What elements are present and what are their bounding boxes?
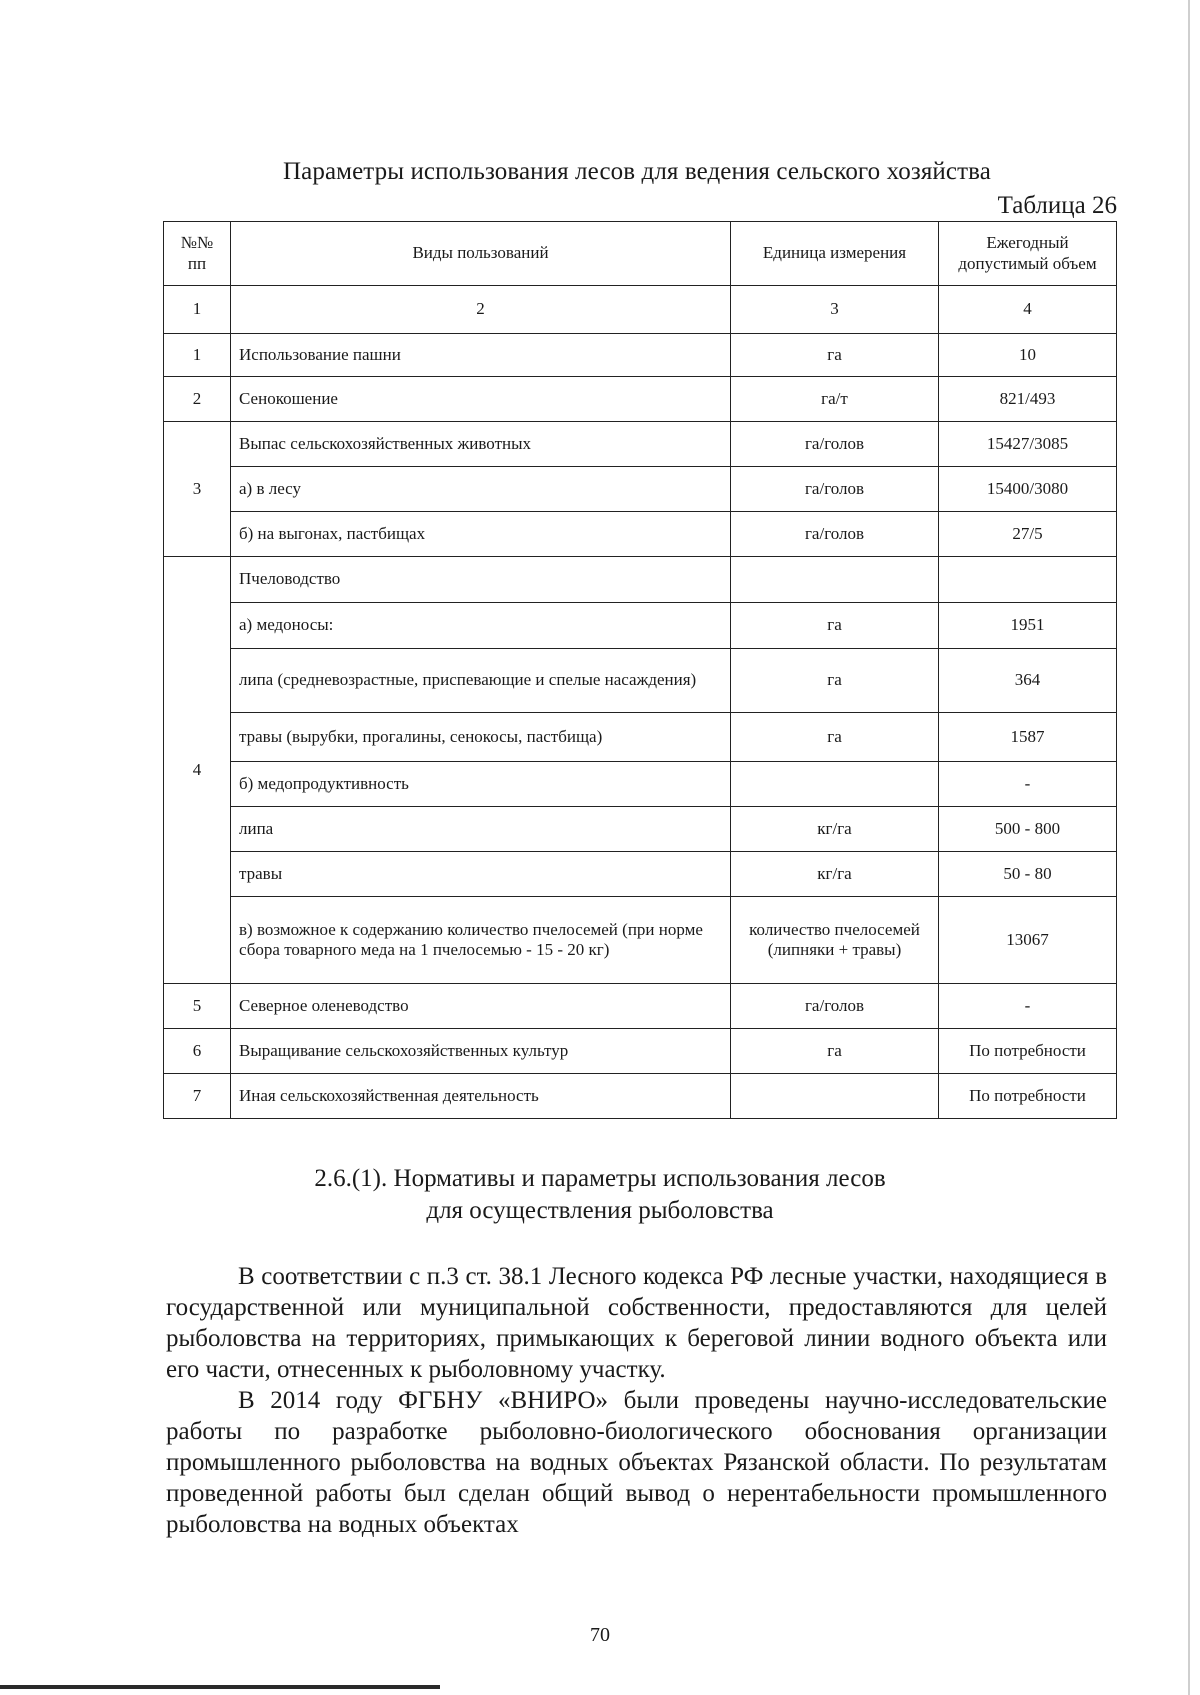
row-unit xyxy=(731,1074,939,1119)
row-unit: га xyxy=(731,713,939,762)
table-row xyxy=(164,467,1117,512)
row-kind: Выпас сельскохозяйственных животных xyxy=(231,422,731,467)
row-kind: липа xyxy=(231,807,731,852)
row-kind: в) возможное к содержанию количество пчелосемей (при норме сбора товарного меда на 1 пчелосемью - 15 - 20 кг) xyxy=(231,897,731,984)
row-value xyxy=(939,557,1117,603)
table-header-row xyxy=(164,222,1117,286)
row-value: 500 - 800 xyxy=(939,807,1117,852)
row-value: - xyxy=(939,762,1117,807)
column-number: 4 xyxy=(939,286,1117,334)
table-row xyxy=(164,852,1117,897)
row-num: 4 xyxy=(164,557,231,984)
row-kind: а) в лесу xyxy=(231,467,731,512)
row-value: 1587 xyxy=(939,713,1117,762)
row-num: 1 xyxy=(164,334,231,377)
column-number: 3 xyxy=(731,286,939,334)
row-kind: а) медоносы: xyxy=(231,603,731,649)
header-unit: Единица измерения xyxy=(731,222,939,286)
column-number-row xyxy=(164,286,1117,334)
table-row xyxy=(164,557,1117,603)
table-row xyxy=(164,984,1117,1029)
table-row xyxy=(164,713,1117,762)
row-value: 50 - 80 xyxy=(939,852,1117,897)
row-value: По потребности xyxy=(939,1029,1117,1074)
table-row xyxy=(164,897,1117,984)
row-unit: га xyxy=(731,603,939,649)
row-value: 364 xyxy=(939,649,1117,713)
table-number: Таблица 26 xyxy=(997,192,1117,219)
row-num: 5 xyxy=(164,984,231,1029)
row-num: 2 xyxy=(164,377,231,422)
table-row xyxy=(164,334,1117,377)
row-unit xyxy=(731,557,939,603)
table-title: Параметры использования лесов для ведения сельского хозяйства xyxy=(283,158,991,185)
table-row xyxy=(164,1029,1117,1074)
row-unit: га/голов xyxy=(731,422,939,467)
row-value: 10 xyxy=(939,334,1117,377)
header-volume: Ежегодный допустимый объем xyxy=(939,222,1117,286)
row-unit: кг/га xyxy=(731,807,939,852)
row-unit: га/т xyxy=(731,377,939,422)
paragraph: В 2014 году ФГБНУ «ВНИРО» были проведены научно-исследовательские работы по разработке рыболовно-биологического обоснования организации промышленного рыболовства на водных объектах Рязанской области. По результатам проведенной работы был сделан общий вывод о нерентабельности промышленного рыболовства на водных объектах xyxy=(166,1387,1107,1538)
row-num: 7 xyxy=(164,1074,231,1119)
row-value: 27/5 xyxy=(939,512,1117,557)
row-kind: Сенокошение xyxy=(231,377,731,422)
row-unit xyxy=(731,762,939,807)
row-kind: Использование пашни xyxy=(231,334,731,377)
row-unit: га xyxy=(731,649,939,713)
section-heading-line: 2.6.(1). Нормативы и параметры использования лесов xyxy=(314,1165,886,1192)
row-unit: га/голов xyxy=(731,984,939,1029)
scan-bottom-line xyxy=(0,1685,440,1689)
table-row xyxy=(164,512,1117,557)
row-kind: Иная сельскохозяйственная деятельность xyxy=(231,1074,731,1119)
row-value: 13067 xyxy=(939,897,1117,984)
row-unit: га/голов xyxy=(731,512,939,557)
row-kind: травы (вырубки, прогалины, сенокосы, пастбища) xyxy=(231,713,731,762)
row-kind: Выращивание сельскохозяйственных культур xyxy=(231,1029,731,1074)
row-unit: кг/га xyxy=(731,852,939,897)
row-unit: га xyxy=(731,1029,939,1074)
row-value: 15427/3085 xyxy=(939,422,1117,467)
scan-edge-line xyxy=(1188,0,1190,1695)
row-num: 3 xyxy=(164,422,231,557)
row-kind: липа (средневозрастные, приспевающие и спелые насаждения) xyxy=(231,649,731,713)
header-kind: Виды пользований xyxy=(231,222,731,286)
row-kind: б) медопродуктивность xyxy=(231,762,731,807)
row-kind: б) на выгонах, пастбищах xyxy=(231,512,731,557)
section-heading xyxy=(0,1163,1200,1227)
row-value: - xyxy=(939,984,1117,1029)
table-row xyxy=(164,422,1117,467)
row-value: По потребности xyxy=(939,1074,1117,1119)
header-num: №№ пп xyxy=(164,222,231,286)
row-kind: травы xyxy=(231,852,731,897)
row-num: 6 xyxy=(164,1029,231,1074)
section-heading-line: для осуществления рыболовства xyxy=(426,1197,774,1224)
table-row xyxy=(164,603,1117,649)
table-row xyxy=(164,807,1117,852)
paragraph: В соответствии с п.3 ст. 38.1 Лесного кодекса РФ лесные участки, находящиеся в государственной или муниципальной собственности, предоставляются для целей рыболовства на территориях, примыкающих к береговой линии водного объекта или его части, отнесенных к рыболовному участку. xyxy=(166,1263,1107,1383)
body-text xyxy=(166,1261,1107,1540)
table-row xyxy=(164,1074,1117,1119)
page-number: 70 xyxy=(590,1624,610,1646)
column-number: 2 xyxy=(231,286,731,334)
row-value: 821/493 xyxy=(939,377,1117,422)
row-unit: га xyxy=(731,334,939,377)
table-row xyxy=(164,762,1117,807)
row-unit: количество пчелосемей (липняки + травы) xyxy=(731,897,939,984)
row-unit: га/голов xyxy=(731,467,939,512)
row-value: 1951 xyxy=(939,603,1117,649)
column-number: 1 xyxy=(164,286,231,334)
table-row xyxy=(164,649,1117,713)
row-value: 15400/3080 xyxy=(939,467,1117,512)
parameters-table xyxy=(163,221,1117,1119)
row-kind: Северное оленеводство xyxy=(231,984,731,1029)
table-row xyxy=(164,377,1117,422)
row-kind: Пчеловодство xyxy=(231,557,731,603)
